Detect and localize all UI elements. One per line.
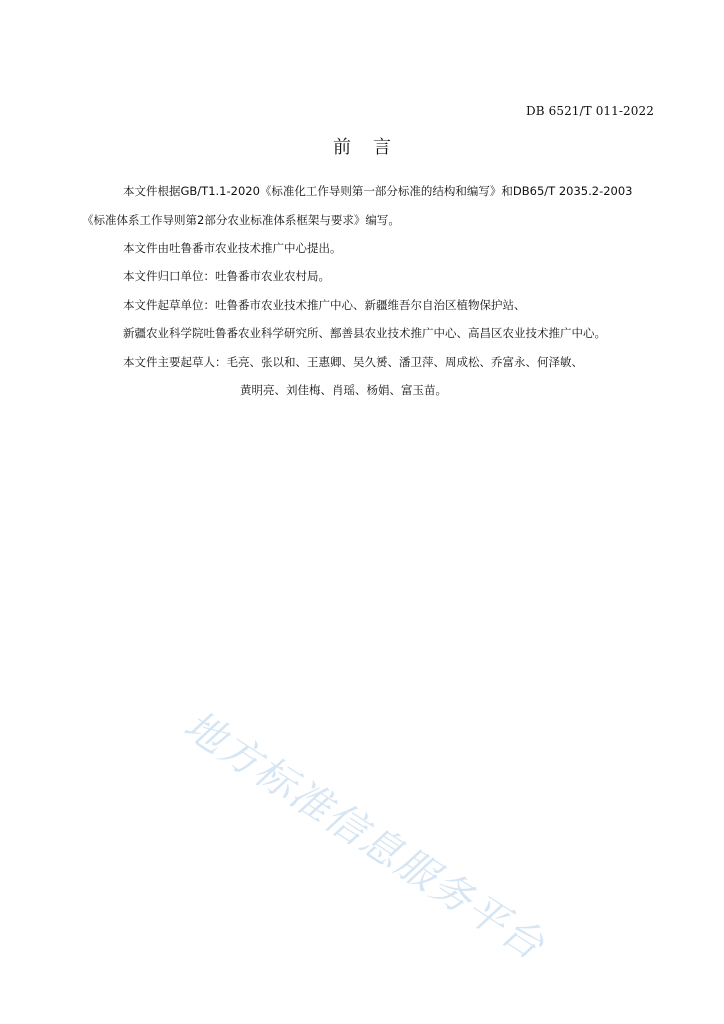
- paragraph-drafters-line2: 黄明亮、刘佳梅、肖瑶、杨娟、富玉苗。: [240, 383, 447, 397]
- page-title: 前言: [333, 137, 413, 158]
- paragraph-basis-line1: 本文件根据GB/T1.1-2020《标准化工作导则第一部分标准的结构和编写》和DB65/T 2035.2-2003: [123, 184, 633, 198]
- paragraph-centralized-unit: 本文件归口单位：吐鲁番市农业农村局。: [123, 269, 330, 283]
- paragraph-basis-line2: 《标准体系工作导则第2部分农业标准体系框架与要求》编写。: [82, 213, 400, 227]
- watermark: 地方标准信息服务平台: [175, 702, 553, 970]
- document-code: DB 6521/T 011-2022: [526, 104, 654, 118]
- paragraph-drafting-units-line1: 本文件起草单位：吐鲁番市农业技术推广中心、新疆维吾尔自治区植物保护站、: [123, 298, 526, 312]
- paragraph-proposer: 本文件由吐鲁番市农业技术推广中心提出。: [123, 241, 342, 255]
- paragraph-drafters-line1: 本文件主要起草人：毛亮、张以和、王惠卿、吴久赟、潘卫萍、周成松、乔富永、何泽敏、: [123, 355, 583, 369]
- paragraph-drafting-units-line2: 新疆农业科学院吐鲁番农业科学研究所、鄯善县农业技术推广中心、高昌区农业技术推广中心。: [123, 326, 606, 340]
